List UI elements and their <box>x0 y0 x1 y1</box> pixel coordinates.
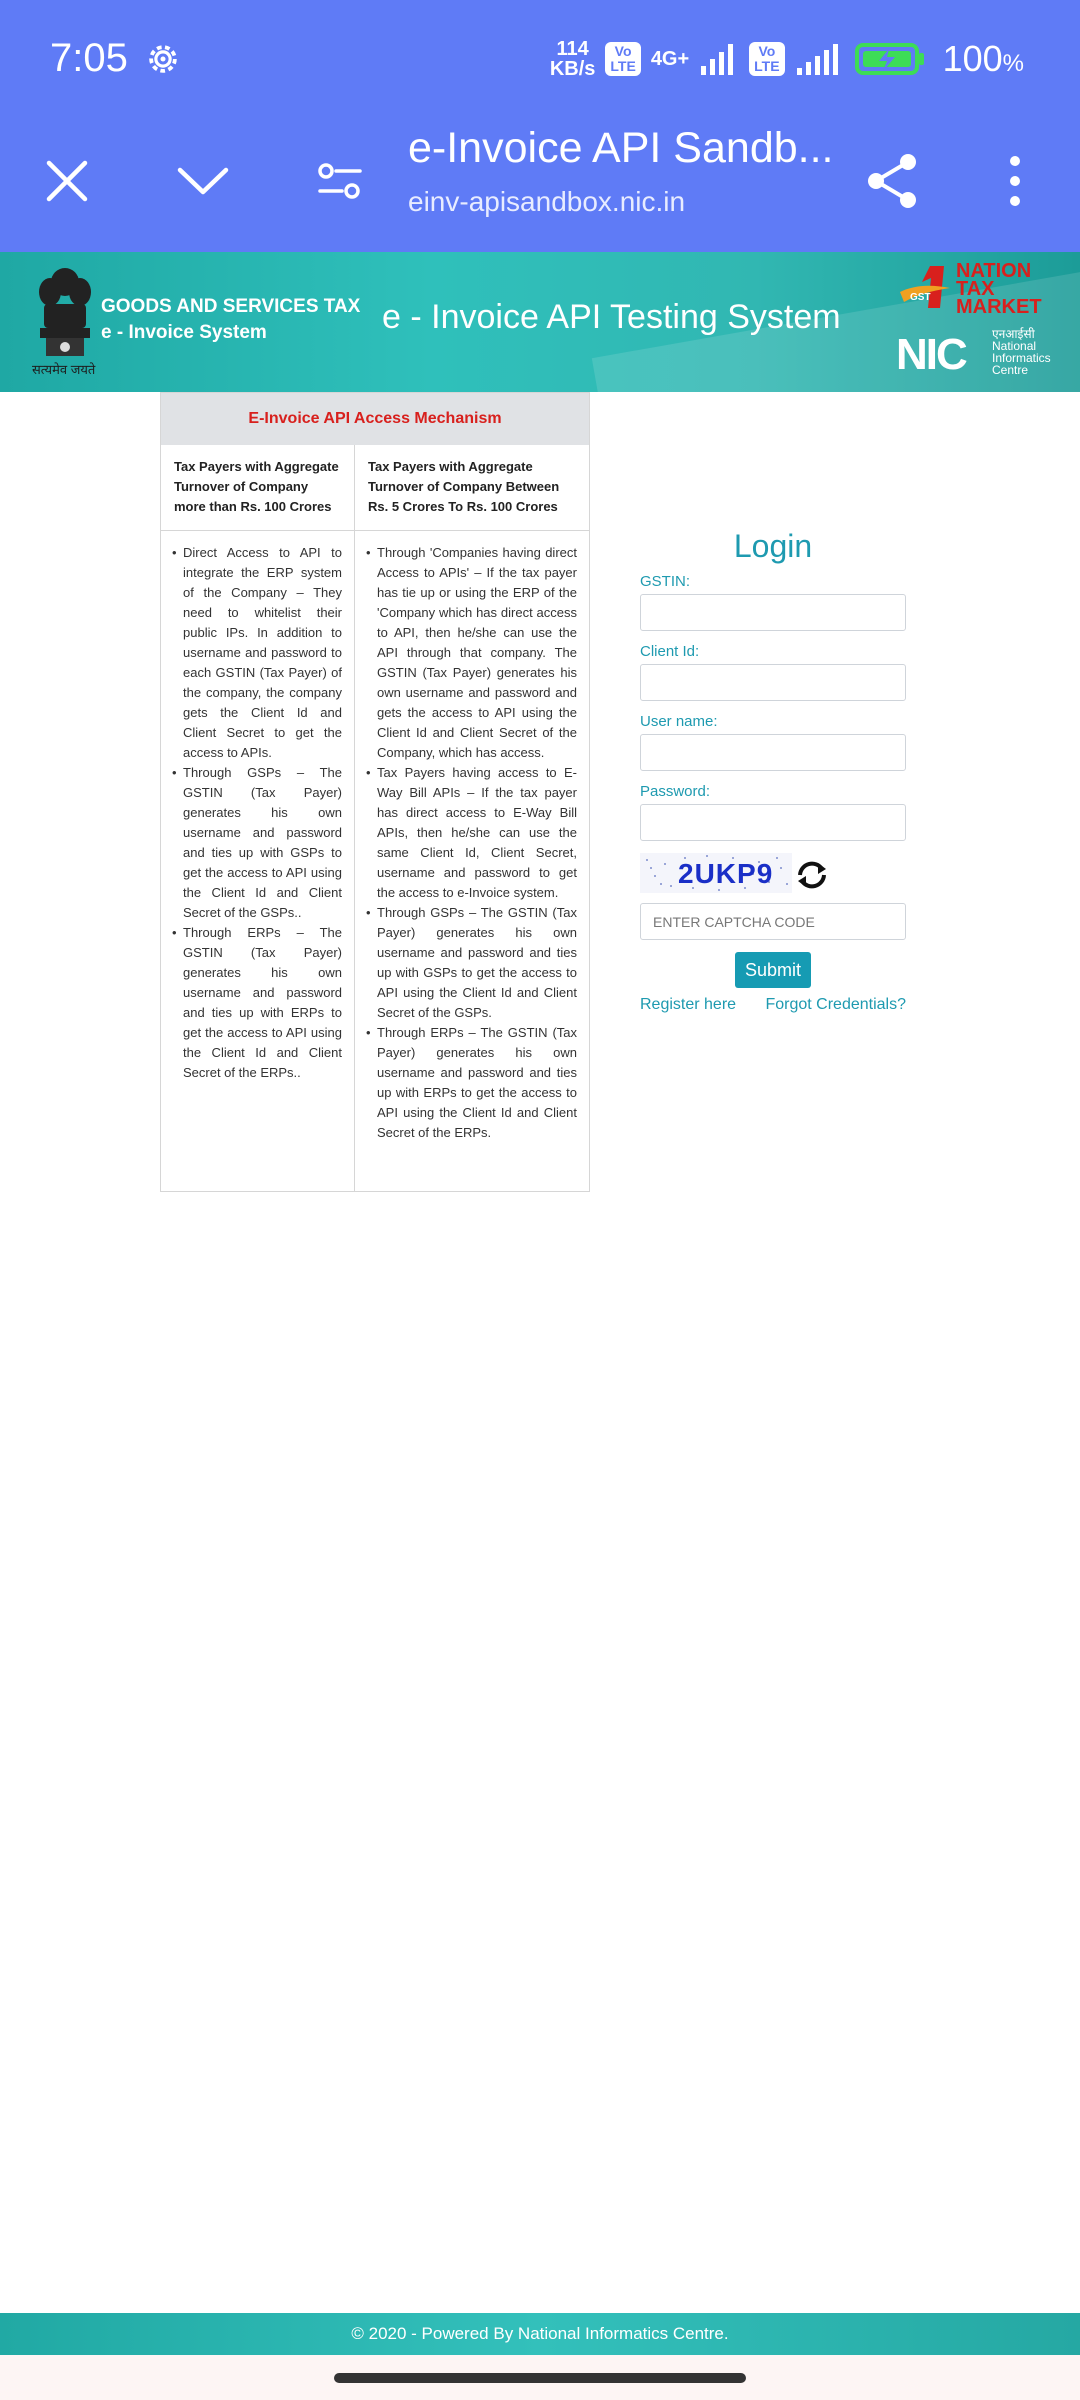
status-bar <box>0 0 1080 120</box>
tune-icon <box>316 161 364 201</box>
list-item: • Through GSPs – The GSTIN (Tax Payer) generates his own username and password and ties up with GSPs to get the access to API using the Client Id and Client Secret of the GSPs.. <box>173 763 342 923</box>
nation-tax-market-logo <box>900 262 1070 322</box>
username-label: User name: <box>640 713 718 730</box>
nic-letters: NIC <box>896 330 966 379</box>
login-title: Login <box>733 528 813 564</box>
login-links <box>640 996 906 1014</box>
list-item: • Through GSPs – The GSTIN (Tax Payer) generates his own username and password and ties up with GSPs to get the access to API using the Client Id and Client Secret of the GSPs. <box>367 903 577 1023</box>
volte-badge: Vo LTE <box>605 42 640 76</box>
username-input[interactable] <box>640 734 906 771</box>
column-header-large-turnover: Tax Payers with Aggregate Turnover of Company more than Rs. 100 Crores <box>161 445 354 531</box>
close-tab-button[interactable] <box>32 146 102 216</box>
gstin-input[interactable] <box>640 594 906 631</box>
battery-charging-icon <box>855 41 927 77</box>
browser-toolbar <box>0 120 1080 252</box>
column-header-medium-turnover: Tax Payers with Aggregate Turnover of Company Between Rs. 5 Crores To Rs. 100 Crores <box>355 445 589 531</box>
more-options-button[interactable] <box>980 146 1050 216</box>
list-item: • Tax Payers having access to E-Way Bill APIs – If the tax payer has direct access to E-Way Bill APIs, then he/she can use the same Client Id, Client Secret, username and password to get the access to e-Invoice system. <box>367 763 577 903</box>
status-icons <box>550 38 1024 80</box>
status-time: 7:05 <box>50 36 128 80</box>
share-icon <box>866 152 920 210</box>
client-id-input[interactable] <box>640 664 906 701</box>
minimize-tab-button[interactable] <box>168 146 238 216</box>
captcha-input[interactable] <box>640 903 906 940</box>
network-speed: 114 KB/s <box>549 38 596 80</box>
mechanism-column-medium <box>355 445 589 1191</box>
ntm-gst-badge: GST <box>910 292 931 303</box>
one-nation-icon <box>900 262 960 312</box>
site-footer: © 2020 - Powered By National Informatics Centre. <box>0 2313 1080 2355</box>
nic-text: एनआईसी National Informatics Centre <box>992 327 1051 377</box>
site-header <box>0 252 1080 392</box>
register-link[interactable]: Register here <box>640 996 737 1013</box>
volte-badge-2: Vo LTE <box>749 42 784 76</box>
emblem-caption: सत्यमेव जयते <box>32 362 96 377</box>
gst-title: GOODS AND SERVICES TAX <box>101 296 361 317</box>
password-input[interactable] <box>640 804 906 841</box>
settings-gear-icon <box>144 40 182 78</box>
captcha-code: 2UKP9 <box>678 858 774 889</box>
client-id-label: Client Id: <box>640 643 700 660</box>
column-body-large-turnover <box>161 531 354 1083</box>
list-item: • Direct Access to API to integrate the ERP system of the Company – They need to whitelist their public IPs. In addition to username and password to each GSTIN (Tax Payer) of the company, the company gets the Client Id and Client Secret to get the access to APIs. <box>173 543 342 763</box>
access-mechanism-table <box>160 392 590 1192</box>
refresh-captcha-icon[interactable] <box>794 859 830 891</box>
more-vertical-icon <box>1009 155 1021 207</box>
gesture-handle[interactable] <box>334 2373 746 2383</box>
mechanism-column-large <box>161 445 355 1191</box>
captcha-row <box>640 853 906 895</box>
list-item: • Through ERPs – The GSTIN (Tax Payer) generates his own username and password and ties up with ERPs to get the access to API using the Client Id and Client Secret of the ERPs.. <box>173 923 342 1083</box>
site-main-title: e - Invoice API Testing System <box>382 298 841 336</box>
signal-strength-icon <box>699 42 739 76</box>
page-title: e-Invoice API Sandb... <box>408 124 834 172</box>
signal-strength-icon-2 <box>795 42 845 76</box>
login-form <box>640 528 906 1014</box>
chevron-down-icon <box>176 166 230 196</box>
share-button[interactable] <box>858 146 928 216</box>
mechanism-columns <box>161 445 589 1191</box>
gst-subtitle: e - Invoice System <box>101 322 267 343</box>
nic-logo <box>896 328 1076 380</box>
national-emblem-icon <box>30 260 100 372</box>
password-label: Password: <box>640 783 711 800</box>
mechanism-title: E-Invoice API Access Mechanism <box>161 393 589 445</box>
site-settings-button[interactable] <box>305 146 375 216</box>
forgot-credentials-link[interactable]: Forgot Credentials? <box>765 996 906 1013</box>
column-body-medium-turnover <box>355 531 589 1143</box>
close-icon <box>45 159 89 203</box>
network-type: 4G+ <box>650 47 690 70</box>
page-url[interactable]: einv-apisandbox.nic.in <box>408 186 686 217</box>
battery-percent: 100% <box>942 38 1024 79</box>
ntm-text: NATION TAX MARKET <box>956 260 1042 318</box>
list-item: • Through ERPs – The GSTIN (Tax Payer) generates his own username and password and ties up with ERPs to get the access to API using the Client Id and Client Secret of the ERPs. <box>367 1023 577 1143</box>
navigation-bar <box>0 2355 1080 2400</box>
submit-button[interactable]: Submit <box>735 952 811 988</box>
gstin-label: GSTIN: <box>640 573 691 590</box>
list-item: • Through 'Companies having direct Access to APIs' – If the tax payer has tie up or using the ERP of the 'Company which has direct access to API, then he/she can use the API through that company. The GSTIN (Tax Payer) generates his own username and password and gets the access to API using the Client Id and Client Secret of the Company, which has access. <box>367 543 577 763</box>
